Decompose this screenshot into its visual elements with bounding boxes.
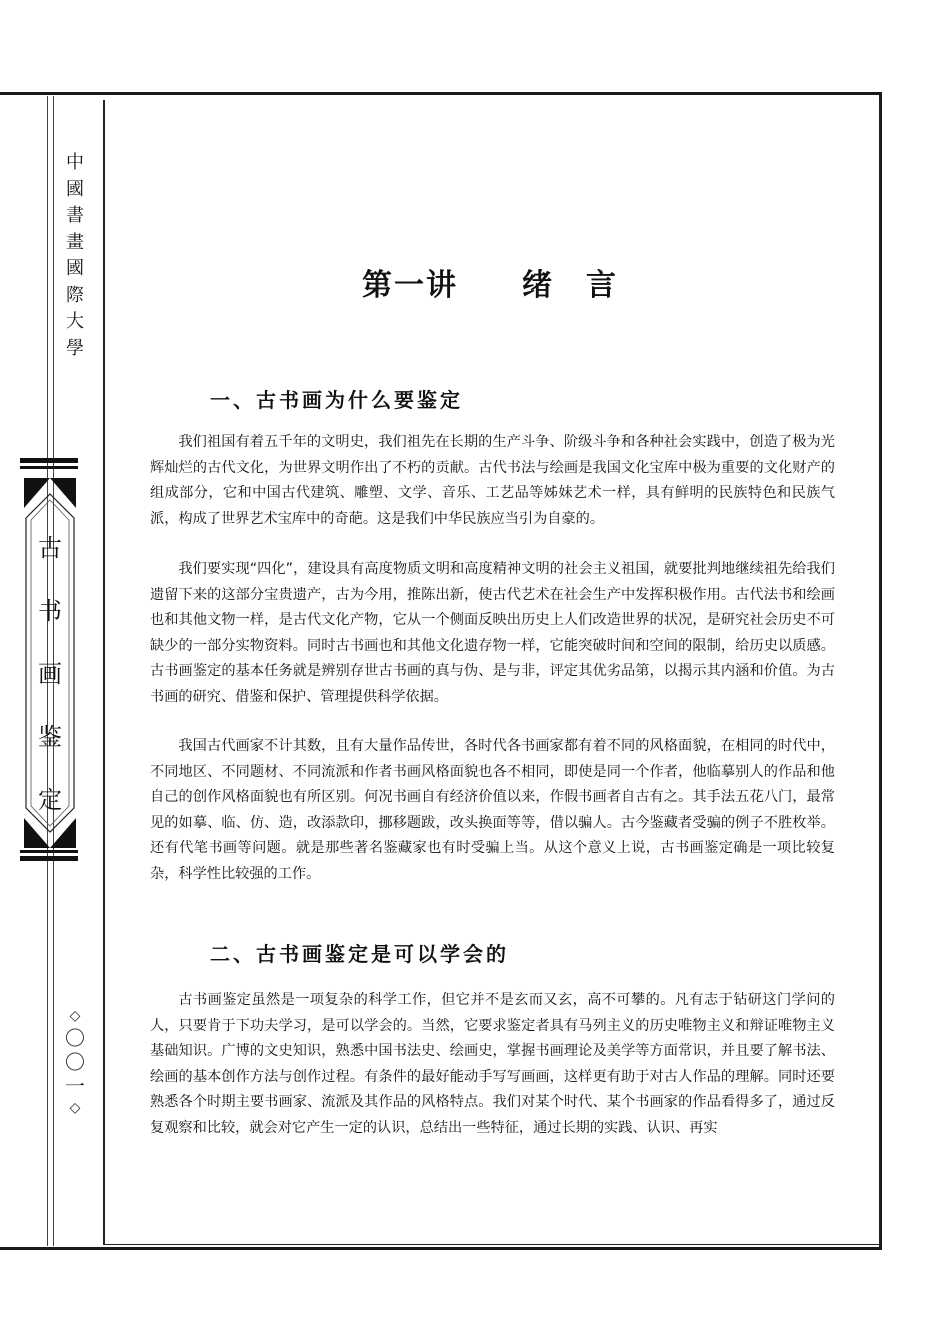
paragraph: 我国古代画家不计其数，且有大量作品传世，各时代各书画家都有着不同的风格面貌，在相同的时代中，不同地区、不同题材、不同流派和作者书画风格面貌也各不相同，即使是同一个作者，他临摹别人的作品和他自己的创作风格面貌也有所区别。何况书画自有经济价值以来，作假书画者自古有之。其手法五花八门，最常见的如摹、临、仿、造，改添款印，挪移题跋，改头换面等等，借以骗人。古今鉴藏者受骗的例子不胜枚举。还有代笔书画等问题。就是那些著名鉴藏家也有时受骗上当。从这个意义上说，古书画鉴定确是一项比较复杂，科学性比较强的工作。 <box>150 738 835 882</box>
spine-bar-bottom <box>20 856 78 861</box>
book-title-char: 古 <box>38 534 62 562</box>
spine-bar-top-thin <box>20 466 78 469</box>
page-number-digit: 一 <box>65 1074 85 1098</box>
paragraph: 我们祖国有着五千年的文明史，我们祖先在长期的生产斗争、阶级斗争和各种社会实践中，创造了极为光辉灿烂的古代文化，为世界文明作出了不朽的贡献。古代书法与绘画是我国文化宝库中极为重要的文化财产的组成部分，它和中国古代建筑、雕塑、文学、音乐、工艺品等姊妹艺术一样，具有鲜明的民族特色和民族气派，构成了世界艺术宝库中的奇葩。这是我们中华民族应当引为自豪的。 <box>150 434 835 527</box>
institution-char: 大 <box>66 311 84 332</box>
book-title-char: 书 <box>38 597 62 625</box>
book-title-char: 画 <box>38 660 62 688</box>
spine-bar-top <box>20 458 78 463</box>
page-number <box>58 1006 92 1118</box>
institution-char: 學 <box>66 337 84 359</box>
institution-char: 書 <box>66 205 84 226</box>
book-title-char: 定 <box>38 786 62 814</box>
section-heading: 一、古书画为什么要鉴定 <box>210 388 463 412</box>
chapter-title: 第一讲 绪 言 <box>362 268 618 303</box>
institution-char: 國 <box>66 178 84 200</box>
book-title <box>24 528 76 843</box>
institution-char: 畫 <box>66 231 84 253</box>
diamond-icon: ◇ <box>69 1100 81 1116</box>
paragraph: 古书画鉴定虽然是一项复杂的科学工作，但它并不是玄而又玄，高不可攀的。凡有志于钻研这门学问的人，只要肯于下功夫学习，是可以学会的。当然，它要求鉴定者具有马列主义的历史唯物主义和辩证唯物主义基础知识。广博的文史知识，熟悉中国书法史、绘画史，掌握书画理论及美学等方面常识，并且要了解书法、绘画的基本创作方法与创作过程。有条件的最好能动手写写画画，这样更有助于对古人作品的理解。同时还要熟悉各个时期主要书画家、流派及其作品的风格特点。我们对某个时代、某个书画家的作品看得多了，通过反复观察和比较，就会对它产生一定的认识，总结出一些特征，通过长期的实践、认识、再实 <box>150 992 835 1136</box>
spine-bar-bottom-thin <box>20 850 78 853</box>
page-number-digit: 〇 <box>65 1026 85 1050</box>
institution-char: 中 <box>66 152 84 173</box>
institution-char: 際 <box>66 284 84 306</box>
page-number-digit: 〇 <box>65 1050 85 1074</box>
section-heading: 二、古书画鉴定是可以学会的 <box>210 942 509 966</box>
paragraph: 我们要实现“四化”，建设具有高度物质文明和高度精神文明的社会主义祖国，就要批判地继续祖先给我们遗留下来的这部分宝贵遗产，古为今用，推陈出新，使古代艺术在社会生产中发挥积极作用。古代法书和绘画也和其他文物一样，是古代文化产物，它从一个侧面反映出历史上人们改造世界的状况，是研究社会历史不可缺少的一部分实物资料。同时古书画也和其他文化遗存物一样，它能突破时间和空间的限制，给历史以质感。古书画鉴定的基本任务就是辨别存世古书画的真与伪、是与非，评定其优劣品第，以揭示其内涵和价值。为古书画的研究、借鉴和保护、管理提供科学依据。 <box>150 561 835 705</box>
institution-name <box>60 150 90 362</box>
institution-char: 國 <box>66 258 84 279</box>
book-title-char: 鉴 <box>38 723 62 751</box>
diamond-icon: ◇ <box>69 1008 81 1024</box>
